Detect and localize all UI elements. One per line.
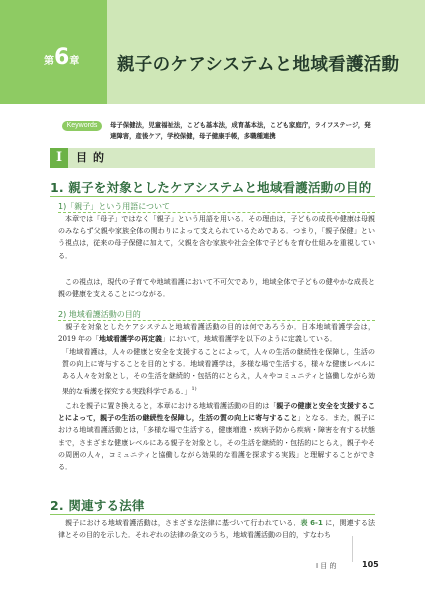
paragraph-text: 親子における地域看護活動は，さまざまな法律に基づいて行われている． <box>65 519 301 527</box>
keywords-list: 母子保健法，児童福祉法，こども基本法，成育基本法，こども家庭庁，ライフステージ，発達障害，産後ケア，学校保健，母子健康手帳，多職種連携 <box>110 121 371 140</box>
subheading-terminology: 1)「親子」という用語について <box>58 202 171 211</box>
chapter-header <box>0 0 425 104</box>
quote-reference: 1) <box>191 385 197 392</box>
page-number: 105 <box>362 560 379 569</box>
quote-text: 「地域看護は，人々の健康と安全を支援することによって，人々の生活の継続性を保障し，生活の質の向上に寄与することを目的とする．地域看護学は，多様な場で生活する，様々な健康レベルにある人々を対象とし，その生活を継続的・包括的にとらえ，人々やコミュニティと協働しながら効果的な看護を探究する実践科学である．」 <box>62 348 375 395</box>
paragraph <box>58 517 375 541</box>
paragraph <box>58 276 375 300</box>
heading-rule <box>50 196 375 197</box>
paragraph-text: 」となる．また，親子における地域看護活動とは，「多様な場で生活する，健康増進・疾病予防から疾病・障害を有する状態まで，さまざまな健康レベルにある親子を対象とし，その生活を継続的・包括的にとらえ，親子やその周囲の人々，コミュニティと協働しながら効果的な看護を探求する実践」と理解することができる． <box>58 414 376 472</box>
table-reference-link[interactable]: 表 6-1 <box>300 519 323 527</box>
subheading-goals: 2) 地域看護活動の目的 <box>58 310 141 319</box>
paragraph-text: 親子を対象としたケアシステムと地域看護活動の目的は何であろうか．日本地域看護学会は，2019 年の「 <box>58 323 375 344</box>
chapter-number-box <box>0 0 107 104</box>
heading-purpose: 1. 親子を対象としたケアシステムと地域看護活動の目的 <box>50 180 372 195</box>
heading-related-laws: 2. 関連する法律 <box>50 498 145 513</box>
section-title: 目的 <box>76 151 110 164</box>
paragraph-text: に，関連する法律とその目的を示した．それぞれの法律の条文のうち，地域看護活動の目的，すなわち <box>58 519 375 540</box>
paragraph <box>58 321 375 345</box>
section-roman-numeral: Ⅰ <box>50 148 68 168</box>
paragraph-text: これを親子に置き換えると，本章における地域看護活動の目的は「 <box>65 402 277 410</box>
paragraph-text: この視点は，現代の子育てや地域看護において不可欠であり，地域全体で子どもの健やかな成長と親の健康を支えることにつながる． <box>58 278 375 299</box>
section-heading-bar <box>50 148 375 168</box>
definition-quote <box>62 346 375 397</box>
chapter-label-prefix: 第 <box>44 56 54 67</box>
footer-divider <box>352 536 353 562</box>
paragraph-text: 本章では「母子」ではなく「親子」という用語を用いる．その理由は，子どもの成長や健康は母親のみならず父親や家族全体の関わりによって支えられているためである．つまり，「親子保健」という視点は，従来の母子保健に加えて，父親を含む家族や社会全体で子どもを育む仕組みを重視している． <box>58 215 375 260</box>
bold-term: 地域看護学の再定義 <box>99 335 163 344</box>
chapter-label-suffix: 章 <box>69 56 80 67</box>
chapter-label <box>44 47 79 69</box>
footer-section-label: Ⅰ 目 的 <box>316 562 337 570</box>
paragraph <box>58 213 375 262</box>
paragraph <box>58 400 375 473</box>
heading-rule <box>50 514 375 515</box>
chapter-number: 6 <box>54 45 70 70</box>
chapter-title: 親子のケアシステムと地域看護活動 <box>117 55 400 75</box>
paragraph-text: 」において，地域看護学を以下のように定義している． <box>162 335 337 344</box>
keywords-badge: Keywords <box>62 121 102 131</box>
bold-term: 親子の健康と安全を支援することによって，親子の生活の継続性を保障し，生活の質の向上に寄与すること <box>58 402 376 423</box>
